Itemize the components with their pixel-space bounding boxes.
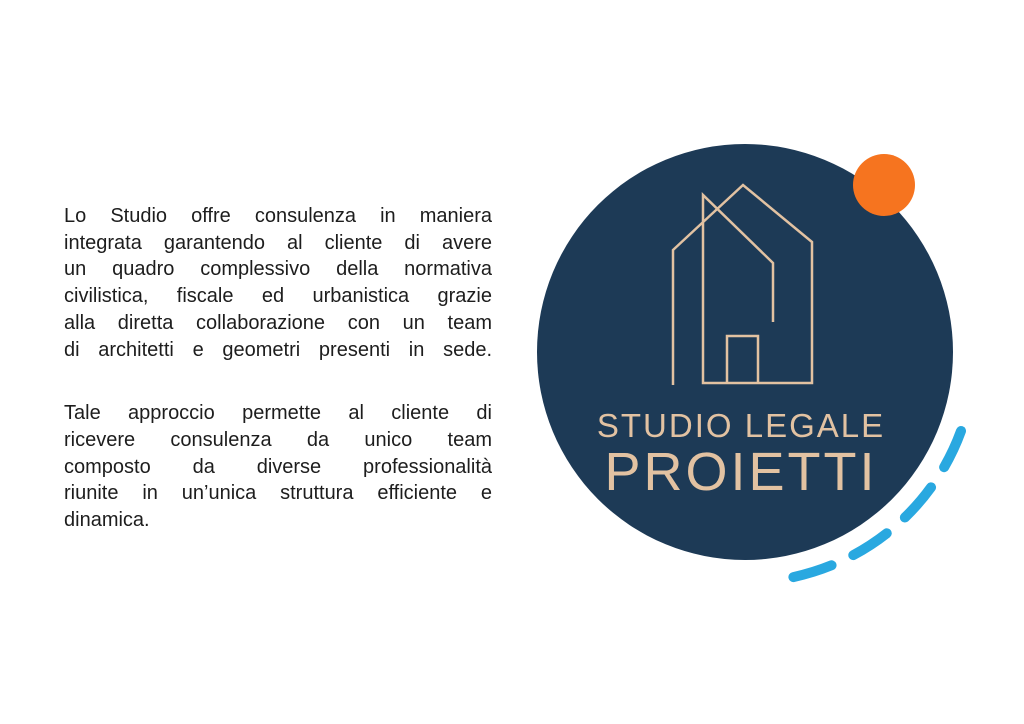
text-line: Tale approccio permette al cliente di — [64, 402, 492, 425]
text-line: alla diretta collaborazione con un team — [64, 311, 492, 334]
orange-dot-icon — [853, 154, 915, 216]
logo-text-studio-legale: STUDIO LEGALE — [596, 407, 886, 444]
text-line: composto da diverse professionalità — [64, 455, 492, 478]
text-line: ricevere consulenza da unico team — [64, 428, 492, 451]
text-line: dinamica. — [64, 509, 150, 532]
text-line: civilistica, fiscale ed urbanistica grazie — [64, 285, 492, 308]
text-line: riunite in un’unica struttura efficiente e — [64, 482, 492, 505]
logo-text-proietti: PROIETTI — [604, 442, 878, 502]
text-line: Lo Studio offre consulenza in maniera — [64, 205, 492, 227]
text-line: un quadro complessivo della normativa — [64, 258, 492, 281]
text-line: integrata garantendo al cliente di avere — [64, 231, 492, 254]
text-line: di architetti e geometri presenti in sede. — [64, 338, 492, 361]
